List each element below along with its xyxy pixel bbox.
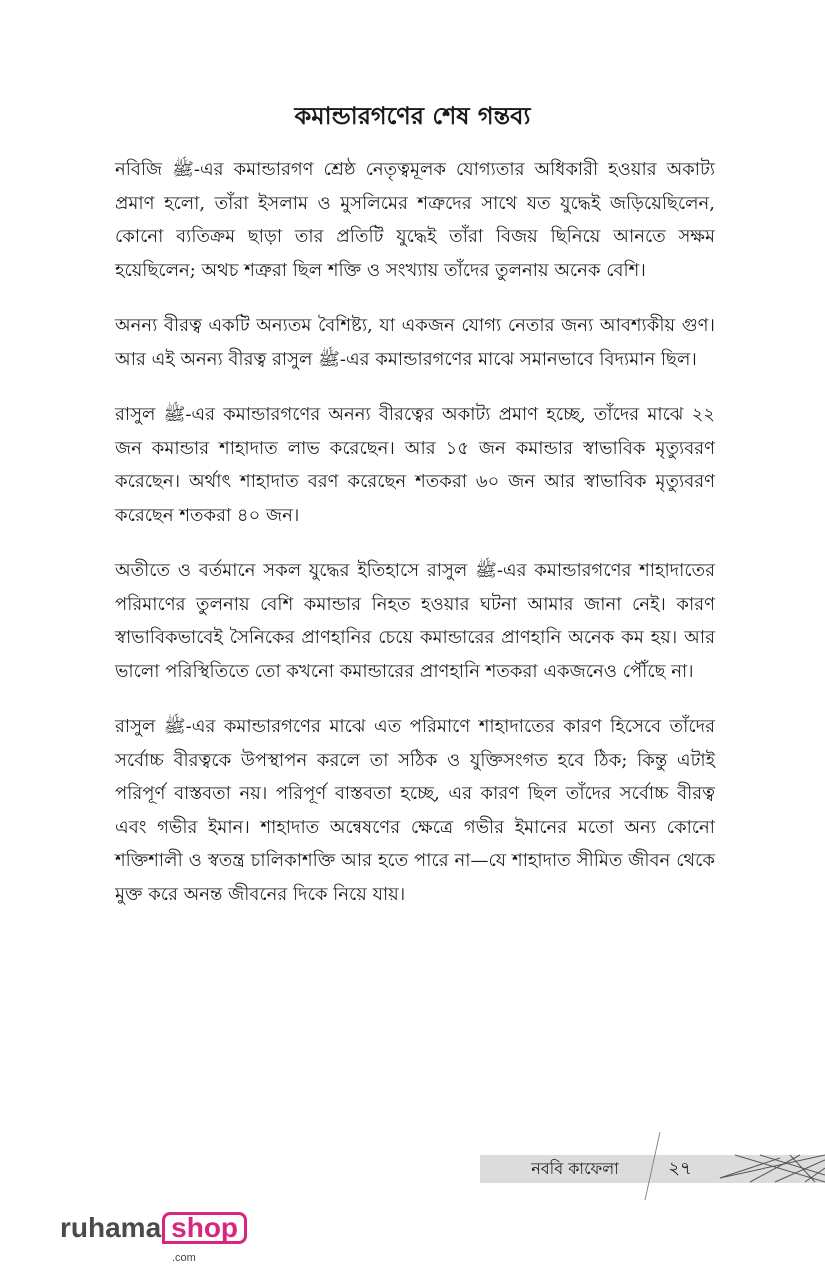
paragraph-3: রাসুল ﷺ-এর কমান্ডারগণের অনন্য বীরত্বের অকাট্য প্রমাণ হচ্ছে, তাঁদের মাঝে ২২ জন কমান্ডার শাহাদাত লাভ করেছেন। আর ১৫ জন কমান্ডার স্বাভাবিক মৃত্যুবরণ করেছেন। অর্থাৎ শাহাদাত বরণ করেছেন শতকরা ৬০ জন আর স্বাভাবিক মৃত্যুবরণ করেছেন শতকরা ৪০ জন। [115,404,715,526]
page-number: ২৭ [668,1158,692,1179]
ruhamashop-logo [60,1212,247,1264]
logo-text-shop: shop [162,1212,247,1244]
logo-text-com: .com [172,1252,196,1264]
paragraph-5: রাসুল ﷺ-এর কমান্ডারগণের মাঝে এত পরিমাণে শাহাদাতের কারণ হিসেবে তাঁদের সর্বোচ্চ বীরত্বকে উপস্থাপন করলে তা সঠিক ও যুক্তিসংগত হবে ঠিক; কিন্তু এটাই পরিপূর্ণ বাস্তবতা নয়। পরিপূর্ণ বাস্তবতা হচ্ছে, এর কারণ ছিল তাঁদের সর্বোচ্চ বীরত্ব এবং গভীর ইমান। শাহাদাত অন্বেষণের ক্ষেত্রে গভীর ইমানের মতো অন্য কোনো শক্তিশালী ও স্বতন্ত্র চালিকাশক্তি আর হতে পারে না—যে শাহাদাত সীমিত জীবন থেকে মুক্ত করে অনন্ত জীবনের দিকে নিয়ে যায়। [115,716,715,905]
logo-text-ruhama: ruhama [60,1212,162,1243]
paragraph-2: অনন্য বীরত্ব একটি অন্যতম বৈশিষ্ট্য, যা একজন যোগ্য নেতার জন্য আবশ্যকীয় গুণ। আর এই অনন্য বীরত্ব রাসুল ﷺ-এর কমান্ডারগণের মাঝে সমানভাবে বিদ্যমান ছিল। [115,315,715,370]
footer-book-title: নববি কাফেলা [531,1159,619,1178]
body-text [115,153,715,933]
paragraph-4: অতীতে ও বর্তমানে সকল যুদ্ধের ইতিহাসে রাসুল ﷺ-এর কমান্ডারগণের শাহাদাতের পরিমাণের তুলনায় বেশি কমান্ডার নিহত হওয়ার ঘটনা আমার জানা নেই। কারণ স্বাভাবিকভাবেই সৈনিকের প্রাণহানির চেয়ে কমান্ডারের প্রাণহানি অনেক কম হয়। আর ভালো পরিস্থিতিতে তো কখনো কমান্ডারের প্রাণহানি শতকরা একজনেও পৌঁছে না। [115,560,715,682]
paragraph-1: নবিজি ﷺ-এর কমান্ডারগণ শ্রেষ্ঠ নেতৃত্বমূলক যোগ্যতার অধিকারী হওয়ার অকাট্য প্রমাণ হলো, তাঁরা ইসলাম ও মুসলিমের শত্রুদের সাথে যত যুদ্ধেই জড়িয়েছিলেন, কোনো ব্যতিক্রম ছাড়া তার প্রতিটি যুদ্ধেই তাঁরা বিজয় ছিনিয়ে আনতে সক্ষম হয়েছিলেন; অথচ শত্রুরা ছিল শক্তি ও সংখ্যায় তাঁদের তুলনায় অনেক বেশি। [115,159,716,281]
page-title: কমান্ডারগণের শেষ গন্তব্য [294,101,531,130]
